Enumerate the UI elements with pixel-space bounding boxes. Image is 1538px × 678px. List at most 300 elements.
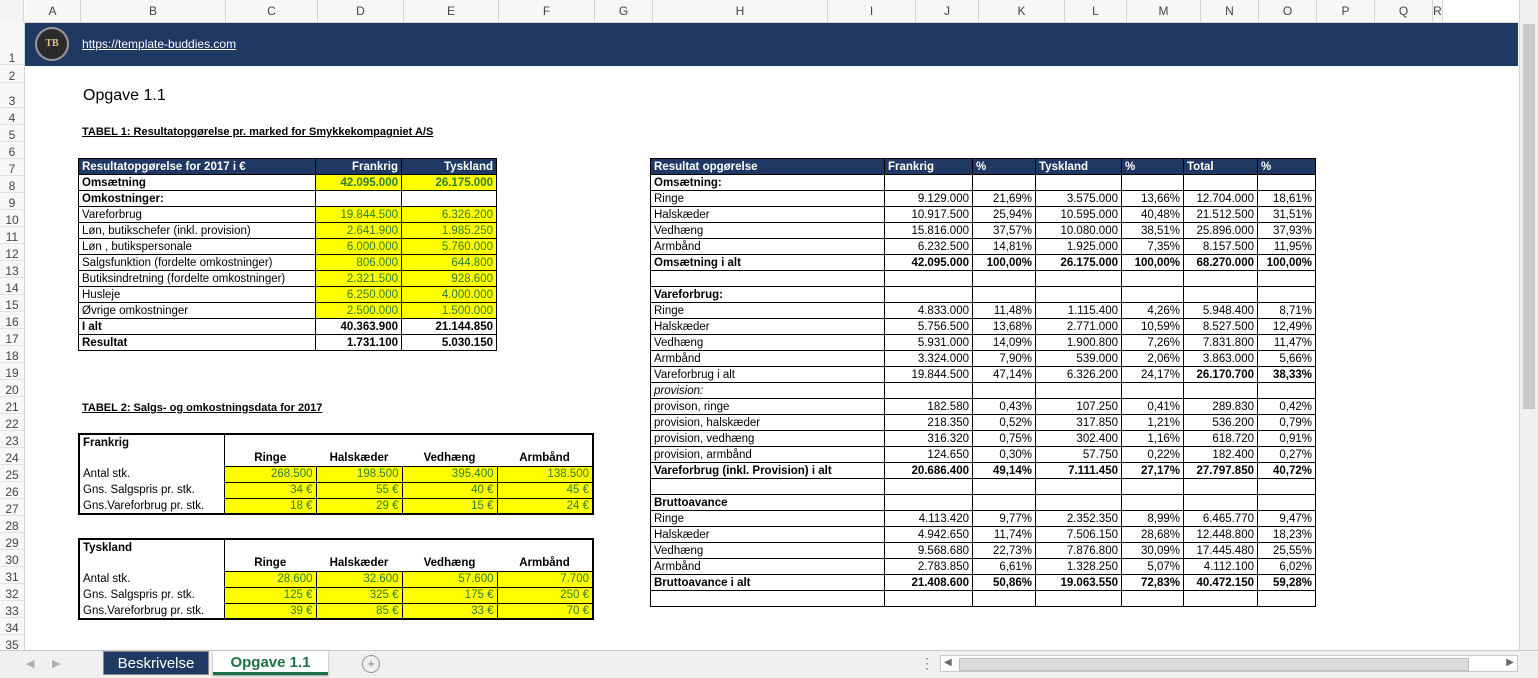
row-label[interactable]: Bruttoavance i alt: [651, 575, 885, 591]
row-label[interactable]: Løn , butikspersonale: [79, 239, 316, 255]
value-cell[interactable]: 1,16%: [1122, 431, 1184, 447]
row-header-1[interactable]: 1: [0, 22, 24, 65]
row-header-9[interactable]: 9: [0, 193, 24, 210]
value-cell[interactable]: 8,71%: [1258, 303, 1316, 319]
frankrig-value[interactable]: 2.500.000: [316, 303, 402, 319]
value-cell[interactable]: 28,68%: [1122, 527, 1184, 543]
column-header-h[interactable]: H: [653, 0, 828, 22]
empty-cell[interactable]: [79, 450, 224, 466]
value-cell[interactable]: [885, 271, 973, 287]
value-cell[interactable]: 49,14%: [973, 463, 1036, 479]
value-cell[interactable]: [1122, 495, 1184, 511]
row-header-32[interactable]: 32: [0, 584, 24, 601]
column-header-a[interactable]: A: [25, 0, 81, 22]
value-cell[interactable]: 218.350: [885, 415, 973, 431]
row-label[interactable]: Omsætning i alt: [651, 255, 885, 271]
row-label[interactable]: Ringe: [651, 191, 885, 207]
row-label[interactable]: Butiksindretning (fordelte omkostninger): [79, 271, 316, 287]
row-label[interactable]: Gns. Salgspris pr. stk.: [79, 587, 224, 603]
row-label[interactable]: [651, 271, 885, 287]
value-cell[interactable]: 4,26%: [1122, 303, 1184, 319]
value-cell[interactable]: [1258, 287, 1316, 303]
value-cell[interactable]: 6,61%: [973, 559, 1036, 575]
row-label[interactable]: Ringe: [651, 303, 885, 319]
row-header-35[interactable]: 35: [0, 635, 24, 650]
value-cell[interactable]: [885, 383, 973, 399]
value-cell[interactable]: 4.113.420: [885, 511, 973, 527]
value-cell[interactable]: 15 €: [402, 498, 497, 514]
value-cell[interactable]: 100,00%: [1258, 255, 1316, 271]
value-cell[interactable]: 50,86%: [973, 575, 1036, 591]
frankrig-value[interactable]: [316, 191, 402, 207]
value-cell[interactable]: 268.500: [224, 466, 316, 482]
row-label[interactable]: Antal stk.: [79, 466, 224, 482]
frankrig-value[interactable]: 2.641.900: [316, 223, 402, 239]
value-cell[interactable]: 0,79%: [1258, 415, 1316, 431]
value-cell[interactable]: 12.704.000: [1184, 191, 1258, 207]
value-cell[interactable]: 19.063.550: [1036, 575, 1122, 591]
value-cell[interactable]: 1,21%: [1122, 415, 1184, 431]
value-cell[interactable]: [973, 479, 1036, 495]
value-cell[interactable]: 175 €: [402, 587, 497, 603]
row-label[interactable]: Halskæder: [651, 207, 885, 223]
row-label[interactable]: Armbånd: [651, 559, 885, 575]
value-cell[interactable]: 40,48%: [1122, 207, 1184, 223]
row-label[interactable]: [651, 591, 885, 607]
row-header-33[interactable]: 33: [0, 601, 24, 618]
value-cell[interactable]: [1184, 495, 1258, 511]
value-cell[interactable]: 18 €: [224, 498, 316, 514]
value-cell[interactable]: 5.756.500: [885, 319, 973, 335]
value-cell[interactable]: [1036, 479, 1122, 495]
value-cell[interactable]: [1036, 495, 1122, 511]
value-cell[interactable]: 19.844.500: [885, 367, 973, 383]
scroll-left-icon[interactable]: ◀: [944, 657, 952, 668]
header-cell[interactable]: Tyskland: [402, 159, 497, 175]
value-cell[interactable]: 1.328.250: [1036, 559, 1122, 575]
column-header-f[interactable]: F: [499, 0, 595, 22]
value-cell[interactable]: [885, 591, 973, 607]
value-cell[interactable]: 198.500: [316, 466, 402, 482]
value-cell[interactable]: 0,52%: [973, 415, 1036, 431]
value-cell[interactable]: 38,33%: [1258, 367, 1316, 383]
value-cell[interactable]: [1036, 383, 1122, 399]
header-cell[interactable]: %: [1258, 159, 1316, 175]
product-header[interactable]: Ringe: [254, 451, 287, 464]
value-cell[interactable]: 1.115.400: [1036, 303, 1122, 319]
value-cell[interactable]: 37,93%: [1258, 223, 1316, 239]
row-label[interactable]: provision:: [651, 383, 885, 399]
value-cell[interactable]: 325 €: [316, 587, 402, 603]
scroll-right-icon[interactable]: ▶: [1506, 657, 1514, 668]
value-cell[interactable]: 37,57%: [973, 223, 1036, 239]
row-header-13[interactable]: 13: [0, 261, 24, 278]
row-label[interactable]: Husleje: [79, 287, 316, 303]
value-cell[interactable]: 182.580: [885, 399, 973, 415]
value-cell[interactable]: 0,42%: [1258, 399, 1316, 415]
value-cell[interactable]: 5,66%: [1258, 351, 1316, 367]
value-cell[interactable]: [973, 495, 1036, 511]
value-cell[interactable]: 24,17%: [1122, 367, 1184, 383]
sheet-tab-beskrivelse[interactable]: Beskrivelse: [103, 651, 209, 675]
value-cell[interactable]: 4.112.100: [1184, 559, 1258, 575]
value-cell[interactable]: 9.129.000: [885, 191, 973, 207]
tyskland-value[interactable]: 644.800: [402, 255, 497, 271]
value-cell[interactable]: 13,66%: [1122, 191, 1184, 207]
value-cell[interactable]: 0,41%: [1122, 399, 1184, 415]
value-cell[interactable]: 0,91%: [1258, 431, 1316, 447]
row-header-31[interactable]: 31: [0, 567, 24, 584]
row-header-8[interactable]: 8: [0, 176, 24, 193]
value-cell[interactable]: 0,30%: [973, 447, 1036, 463]
product-header[interactable]: Ringe: [254, 556, 287, 569]
value-cell[interactable]: [1122, 591, 1184, 607]
worksheet-grid[interactable]: [25, 23, 1518, 650]
row-header-4[interactable]: 4: [0, 108, 24, 125]
header-cell[interactable]: Tyskland: [1036, 159, 1122, 175]
value-cell[interactable]: 138.500: [497, 466, 593, 482]
header-cell[interactable]: Total: [1184, 159, 1258, 175]
empty-cell[interactable]: [497, 539, 593, 555]
value-cell[interactable]: 30,09%: [1122, 543, 1184, 559]
value-cell[interactable]: 8,99%: [1122, 511, 1184, 527]
value-cell[interactable]: 7,35%: [1122, 239, 1184, 255]
value-cell[interactable]: 18,61%: [1258, 191, 1316, 207]
value-cell[interactable]: 42.095.000: [885, 255, 973, 271]
row-header-5[interactable]: 5: [0, 125, 24, 142]
value-cell[interactable]: 11,74%: [973, 527, 1036, 543]
value-cell[interactable]: [1122, 175, 1184, 191]
row-label[interactable]: Vedhæng: [651, 335, 885, 351]
column-header-d[interactable]: D: [318, 0, 404, 22]
value-cell[interactable]: [885, 175, 973, 191]
value-cell[interactable]: 7,26%: [1122, 335, 1184, 351]
row-label[interactable]: Armbånd: [651, 351, 885, 367]
value-cell[interactable]: 6.465.770: [1184, 511, 1258, 527]
row-label[interactable]: Bruttoavance: [651, 495, 885, 511]
value-cell[interactable]: [885, 479, 973, 495]
empty-cell[interactable]: [79, 555, 224, 571]
frankrig-value[interactable]: 42.095.000: [316, 175, 402, 191]
value-cell[interactable]: 18,23%: [1258, 527, 1316, 543]
column-header-n[interactable]: N: [1201, 0, 1259, 22]
row-label[interactable]: Omsætning: [79, 175, 316, 191]
country-label[interactable]: Tyskland: [79, 539, 224, 555]
row-label[interactable]: Omkostninger:: [79, 191, 316, 207]
value-cell[interactable]: [885, 287, 973, 303]
value-cell[interactable]: 39 €: [224, 603, 316, 619]
value-cell[interactable]: 25.896.000: [1184, 223, 1258, 239]
value-cell[interactable]: [1258, 479, 1316, 495]
value-cell[interactable]: 26.175.000: [1036, 255, 1122, 271]
value-cell[interactable]: [973, 591, 1036, 607]
value-cell[interactable]: 45 €: [497, 482, 593, 498]
value-cell[interactable]: 40,72%: [1258, 463, 1316, 479]
value-cell[interactable]: 3.863.000: [1184, 351, 1258, 367]
row-label[interactable]: Antal stk.: [79, 571, 224, 587]
value-cell[interactable]: 12.448.800: [1184, 527, 1258, 543]
value-cell[interactable]: 124.650: [885, 447, 973, 463]
header-cell[interactable]: %: [1122, 159, 1184, 175]
value-cell[interactable]: 72,83%: [1122, 575, 1184, 591]
value-cell[interactable]: 32.600: [316, 571, 402, 587]
tyskland-value[interactable]: 4.000.000: [402, 287, 497, 303]
column-header-j[interactable]: J: [916, 0, 979, 22]
value-cell[interactable]: 3.575.000: [1036, 191, 1122, 207]
vertical-scroll-thumb[interactable]: [1523, 24, 1535, 409]
horizontal-scroll-thumb[interactable]: [959, 658, 1469, 671]
row-header-23[interactable]: 23: [0, 431, 24, 448]
value-cell[interactable]: 26.170.700: [1184, 367, 1258, 383]
row-label[interactable]: Vareforbrug i alt: [651, 367, 885, 383]
empty-cell[interactable]: [316, 539, 402, 555]
value-cell[interactable]: 47,14%: [973, 367, 1036, 383]
row-label[interactable]: provision, vedhæng: [651, 431, 885, 447]
value-cell[interactable]: [973, 175, 1036, 191]
value-cell[interactable]: 536.200: [1184, 415, 1258, 431]
tyskland-value[interactable]: 6.326.200: [402, 207, 497, 223]
horizontal-scrollbar[interactable]: [940, 655, 1518, 672]
value-cell[interactable]: 4.833.000: [885, 303, 973, 319]
value-cell[interactable]: 33 €: [402, 603, 497, 619]
value-cell[interactable]: 2,06%: [1122, 351, 1184, 367]
value-cell[interactable]: 40 €: [402, 482, 497, 498]
row-label[interactable]: Omsætning:: [651, 175, 885, 191]
value-cell[interactable]: 100,00%: [973, 255, 1036, 271]
value-cell[interactable]: 27,17%: [1122, 463, 1184, 479]
value-cell[interactable]: 539.000: [1036, 351, 1122, 367]
value-cell[interactable]: [973, 383, 1036, 399]
value-cell[interactable]: [1184, 271, 1258, 287]
sheet-tab-opgave[interactable]: Opgave 1.1: [213, 651, 328, 675]
value-cell[interactable]: [1036, 591, 1122, 607]
value-cell[interactable]: 31,51%: [1258, 207, 1316, 223]
value-cell[interactable]: [1258, 495, 1316, 511]
value-cell[interactable]: 7.831.800: [1184, 335, 1258, 351]
value-cell[interactable]: 107.250: [1036, 399, 1122, 415]
row-label[interactable]: Salgsfunktion (fordelte omkostninger): [79, 255, 316, 271]
value-cell[interactable]: 2.771.000: [1036, 319, 1122, 335]
value-cell[interactable]: 13,68%: [973, 319, 1036, 335]
value-cell[interactable]: 25,94%: [973, 207, 1036, 223]
row-header-10[interactable]: 10: [0, 210, 24, 227]
frankrig-value[interactable]: 19.844.500: [316, 207, 402, 223]
value-cell[interactable]: 15.816.000: [885, 223, 973, 239]
frankrig-value[interactable]: 6.250.000: [316, 287, 402, 303]
product-header[interactable]: Halskæder: [329, 556, 389, 569]
value-cell[interactable]: [1036, 175, 1122, 191]
value-cell[interactable]: [1122, 479, 1184, 495]
column-header-c[interactable]: C: [226, 0, 318, 22]
value-cell[interactable]: 59,28%: [1258, 575, 1316, 591]
row-label[interactable]: Halskæder: [651, 527, 885, 543]
value-cell[interactable]: 9,77%: [973, 511, 1036, 527]
row-label[interactable]: Vedhæng: [651, 223, 885, 239]
product-header[interactable]: Halskæder: [329, 451, 389, 464]
value-cell[interactable]: 7.111.450: [1036, 463, 1122, 479]
frankrig-value[interactable]: 40.363.900: [316, 319, 402, 335]
value-cell[interactable]: 85 €: [316, 603, 402, 619]
tyskland-value[interactable]: 1.985.250: [402, 223, 497, 239]
row-label[interactable]: provision, halskæder: [651, 415, 885, 431]
value-cell[interactable]: 11,47%: [1258, 335, 1316, 351]
row-header-3[interactable]: 3: [0, 83, 24, 108]
row-header-20[interactable]: 20: [0, 380, 24, 397]
row-header-12[interactable]: 12: [0, 244, 24, 261]
value-cell[interactable]: 8.527.500: [1184, 319, 1258, 335]
value-cell[interactable]: 40.472.150: [1184, 575, 1258, 591]
row-header-18[interactable]: 18: [0, 346, 24, 363]
value-cell[interactable]: 21.408.600: [885, 575, 973, 591]
value-cell[interactable]: 7.506.150: [1036, 527, 1122, 543]
product-header[interactable]: Vedhæng: [423, 556, 476, 569]
empty-cell[interactable]: [402, 539, 497, 555]
row-label[interactable]: Resultat: [79, 335, 316, 351]
row-label[interactable]: Øvrige omkostninger: [79, 303, 316, 319]
row-label[interactable]: Vareforbrug (inkl. Provision) i alt: [651, 463, 885, 479]
tyskland-value[interactable]: 1.500.000: [402, 303, 497, 319]
tab-scroll-right-icon[interactable]: ▶: [52, 658, 61, 670]
empty-cell[interactable]: [497, 434, 593, 450]
value-cell[interactable]: 11,95%: [1258, 239, 1316, 255]
value-cell[interactable]: 21.512.500: [1184, 207, 1258, 223]
column-header-b[interactable]: B: [81, 0, 226, 22]
value-cell[interactable]: 9,47%: [1258, 511, 1316, 527]
value-cell[interactable]: 28.600: [224, 571, 316, 587]
row-header-7[interactable]: 7: [0, 159, 24, 176]
row-label[interactable]: Halskæder: [651, 319, 885, 335]
value-cell[interactable]: 0,22%: [1122, 447, 1184, 463]
value-cell[interactable]: 6,02%: [1258, 559, 1316, 575]
row-header-22[interactable]: 22: [0, 414, 24, 431]
value-cell[interactable]: 10.080.000: [1036, 223, 1122, 239]
value-cell[interactable]: 21,69%: [973, 191, 1036, 207]
value-cell[interactable]: [973, 287, 1036, 303]
value-cell[interactable]: [1258, 175, 1316, 191]
value-cell[interactable]: 6.232.500: [885, 239, 973, 255]
row-label[interactable]: Vareforbrug: [79, 207, 316, 223]
empty-cell[interactable]: [224, 434, 316, 450]
value-cell[interactable]: 38,51%: [1122, 223, 1184, 239]
more-options-icon[interactable]: ⋮: [920, 655, 935, 671]
value-cell[interactable]: 2.352.350: [1036, 511, 1122, 527]
value-cell[interactable]: 10.917.500: [885, 207, 973, 223]
row-header-24[interactable]: 24: [0, 448, 24, 465]
value-cell[interactable]: 1.925.000: [1036, 239, 1122, 255]
column-header-l[interactable]: L: [1065, 0, 1127, 22]
row-header-15[interactable]: 15: [0, 295, 24, 312]
website-link[interactable]: https://template-buddies.com: [82, 37, 237, 51]
value-cell[interactable]: [1184, 591, 1258, 607]
header-cell[interactable]: Resultatopgørelse for 2017 i €: [79, 159, 316, 175]
frankrig-value[interactable]: 2.321.500: [316, 271, 402, 287]
tab-scroll-left-icon[interactable]: ◀: [26, 658, 35, 670]
frankrig-value[interactable]: 1.731.100: [316, 335, 402, 351]
value-cell[interactable]: [1258, 271, 1316, 287]
row-header-14[interactable]: 14: [0, 278, 24, 295]
value-cell[interactable]: 395.400: [402, 466, 497, 482]
tyskland-value[interactable]: 5.760.000: [402, 239, 497, 255]
value-cell[interactable]: 7.700: [497, 571, 593, 587]
value-cell[interactable]: 20.686.400: [885, 463, 973, 479]
value-cell[interactable]: 618.720: [1184, 431, 1258, 447]
value-cell[interactable]: 125 €: [224, 587, 316, 603]
header-cell[interactable]: %: [973, 159, 1036, 175]
value-cell[interactable]: 7.876.800: [1036, 543, 1122, 559]
value-cell[interactable]: 55 €: [316, 482, 402, 498]
value-cell[interactable]: 4.942.650: [885, 527, 973, 543]
row-label[interactable]: Armbånd: [651, 239, 885, 255]
value-cell[interactable]: 5.931.000: [885, 335, 973, 351]
row-label[interactable]: provision, armbånd: [651, 447, 885, 463]
row-label[interactable]: [651, 479, 885, 495]
column-header-e[interactable]: E: [404, 0, 499, 22]
value-cell[interactable]: [1122, 383, 1184, 399]
row-header-19[interactable]: 19: [0, 363, 24, 380]
frankrig-value[interactable]: 806.000: [316, 255, 402, 271]
value-cell[interactable]: 6.326.200: [1036, 367, 1122, 383]
row-header-25[interactable]: 25: [0, 465, 24, 482]
value-cell[interactable]: 5,07%: [1122, 559, 1184, 575]
value-cell[interactable]: 70 €: [497, 603, 593, 619]
value-cell[interactable]: 17.445.480: [1184, 543, 1258, 559]
value-cell[interactable]: 24 €: [497, 498, 593, 514]
value-cell[interactable]: [1258, 591, 1316, 607]
value-cell[interactable]: [885, 495, 973, 511]
row-label[interactable]: Ringe: [651, 511, 885, 527]
row-label[interactable]: Løn, butikschefer (inkl. provision): [79, 223, 316, 239]
value-cell[interactable]: 14,09%: [973, 335, 1036, 351]
column-header-q[interactable]: Q: [1375, 0, 1433, 22]
value-cell[interactable]: [1184, 479, 1258, 495]
row-header-27[interactable]: 27: [0, 499, 24, 516]
select-all-corner[interactable]: [0, 0, 24, 22]
column-header-g[interactable]: G: [595, 0, 653, 22]
empty-cell[interactable]: [316, 434, 402, 450]
add-sheet-icon[interactable]: +: [362, 655, 380, 673]
value-cell[interactable]: 289.830: [1184, 399, 1258, 415]
value-cell[interactable]: [1184, 175, 1258, 191]
value-cell[interactable]: 34 €: [224, 482, 316, 498]
value-cell[interactable]: [1122, 287, 1184, 303]
product-header[interactable]: Armbånd: [519, 451, 570, 464]
product-header[interactable]: Vedhæng: [423, 451, 476, 464]
value-cell[interactable]: 7,90%: [973, 351, 1036, 367]
value-cell[interactable]: 10.595.000: [1036, 207, 1122, 223]
value-cell[interactable]: [1036, 271, 1122, 287]
row-header-29[interactable]: 29: [0, 533, 24, 550]
row-header-17[interactable]: 17: [0, 329, 24, 346]
column-header-p[interactable]: P: [1317, 0, 1375, 22]
column-header-r[interactable]: R: [1433, 0, 1443, 22]
tyskland-value[interactable]: 21.144.850: [402, 319, 497, 335]
value-cell[interactable]: 182.400: [1184, 447, 1258, 463]
tyskland-value[interactable]: [402, 191, 497, 207]
row-header-11[interactable]: 11: [0, 227, 24, 244]
value-cell[interactable]: 5.948.400: [1184, 303, 1258, 319]
product-header[interactable]: Armbånd: [519, 556, 570, 569]
value-cell[interactable]: 2.783.850: [885, 559, 973, 575]
row-header-28[interactable]: 28: [0, 516, 24, 533]
tyskland-value[interactable]: 5.030.150: [402, 335, 497, 351]
value-cell[interactable]: 316.320: [885, 431, 973, 447]
value-cell[interactable]: 11,48%: [973, 303, 1036, 319]
value-cell[interactable]: 27.797.850: [1184, 463, 1258, 479]
value-cell[interactable]: [1258, 383, 1316, 399]
value-cell[interactable]: 10,59%: [1122, 319, 1184, 335]
row-header-26[interactable]: 26: [0, 482, 24, 499]
header-cell[interactable]: Frankrig: [885, 159, 973, 175]
